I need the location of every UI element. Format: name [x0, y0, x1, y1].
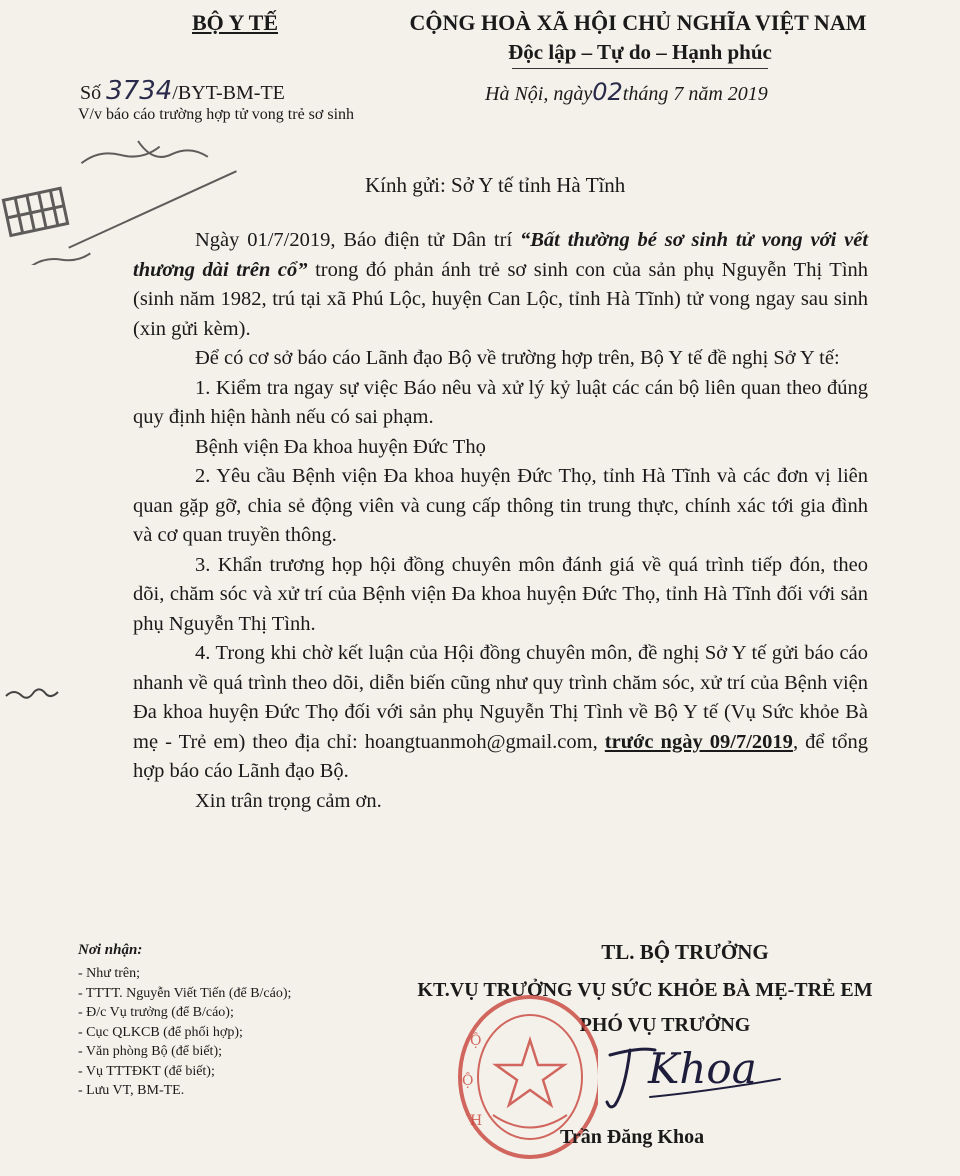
- paragraph-7: [133, 639, 868, 787]
- p1-intro: Ngày 01/7/2019, Báo điện tử Dân trí: [195, 229, 513, 251]
- issuing-organization: BỘ Y TẾ: [192, 10, 278, 35]
- motto-underline: [512, 68, 768, 69]
- doc-number-handwritten: 3734: [106, 76, 173, 106]
- deadline: trước ngày 09/7/2019: [604, 730, 793, 753]
- distribution-item: - Như trên;: [78, 966, 141, 981]
- place-date: [485, 78, 768, 106]
- document-body: [133, 226, 868, 816]
- distribution-item: - Cục QLKCB (để phối hợp);: [78, 1024, 243, 1040]
- doc-number-prefix: Số: [80, 82, 102, 104]
- document-subject: V/v báo cáo trường hợp tử vong trẻ sơ sinh: [78, 106, 355, 123]
- place-prefix: Hà Nội, ngày: [485, 83, 593, 105]
- distribution-item: - Đ/c Vụ trưởng (để B/cáo);: [78, 1005, 234, 1020]
- signature-line-3: PHÓ VỤ TRƯỞNG: [579, 1014, 751, 1036]
- signature-text: Khoa: [648, 1044, 757, 1093]
- paragraph-6: 3. Khẩn trương họp hội đồng chuyên môn đánh giá về quá trình tiếp đón, theo dõi, chăm sóc và xử trí của Bệnh viện Đa khoa huyện Đức Thọ, tỉnh Hà Tĩnh đối với sản phụ Nguyễn Thị Tình.: [133, 553, 868, 635]
- distribution-item: - Lưu VT, BM-TE.: [78, 1083, 185, 1098]
- distribution-item: - Văn phòng Bộ (để biết);: [78, 1044, 222, 1059]
- national-title: CỘNG HOÀ XÃ HỘI CHỦ NGHĨA VIỆT NAM: [409, 10, 867, 35]
- signer-name: Trần Đăng Khoa: [560, 1126, 705, 1148]
- paragraph-1: [133, 226, 868, 344]
- svg-text:Ộ: Ộ: [462, 1073, 474, 1089]
- distribution-item: - TTTT. Nguyễn Viết Tiến (để B/cáo);: [78, 985, 292, 1001]
- document-number: [80, 76, 285, 106]
- margin-mark-icon: [2, 678, 62, 708]
- article-title: “Bất thường bé sơ sinh tử vong với vết thương dài trên cổ”: [133, 229, 869, 281]
- paragraph-5: 2. Yêu cầu Bệnh viện Đa khoa huyện Đức Thọ, tỉnh Hà Tĩnh và các đơn vị liên quan gặp gỡ, chia sẻ động viên và cung cấp thông tin trung thực, chính xác tới gia đình và cơ quan truyền thông.: [133, 465, 868, 546]
- doc-number-suffix: /BYT-BM-TE: [172, 82, 285, 104]
- recipient-line: Kính gửi: Sở Y tế tỉnh Hà Tĩnh: [365, 173, 626, 197]
- signature-line-1: TL. BỘ TRƯỞNG: [601, 940, 769, 964]
- p1-rest: trong đó phản ánh trẻ sơ sinh con của sản phụ Nguyễn Thị Tình (sinh năm 1982, trú tại xã Phú Lộc, huyện Can Lộc, tỉnh Hà Tĩnh) tử vong ngay sau sinh (xin gửi kèm).: [133, 258, 869, 340]
- distribution-item: - Vụ TTTĐKT (để biết);: [78, 1063, 215, 1079]
- distribution-list: [78, 964, 291, 1101]
- national-motto: Độc lập – Tự do – Hạnh phúc: [508, 40, 772, 64]
- paragraph-2: Để có cơ sở báo cáo Lãnh đạo Bộ về trường hợp trên, Bộ Y tế đề nghị Sở Y tế:: [195, 347, 840, 369]
- p7-end: , để tổng hợp báo cáo Lãnh đạo Bộ.: [133, 730, 869, 782]
- day-handwritten: 02: [592, 78, 623, 106]
- svg-text:H: H: [470, 1113, 483, 1129]
- p7-main: 4. Trong khi chờ kết luận của Hội đồng chuyên môn, đề nghị Sở Y tế gửi báo cáo nhanh về quá trình theo dõi, diễn biến cũng như quy trình chăm sóc, xử trí của Bệnh viện Đa khoa huyện Đức Thọ đối với sản phụ Nguyễn Thị Tình về Bộ Y tế (Vụ Sức khỏe Bà mẹ - Trẻ em) theo địa chỉ: hoangtuanmoh@gmail.com,: [133, 642, 868, 753]
- paragraph-4: Bệnh viện Đa khoa huyện Đức Thọ: [195, 435, 486, 458]
- distribution-title: Nơi nhận:: [78, 942, 143, 958]
- signature-line-2: KT.VỤ TRƯỞNG VỤ SỨC KHỎE BÀ MẸ-TRẺ EM: [417, 979, 873, 1001]
- paragraph-3: 1. Kiểm tra ngay sự việc Báo nêu và xử lý kỷ luật các cán bộ liên quan theo đúng quy định hiện hành nếu có sai phạm.: [133, 376, 868, 428]
- place-suffix: tháng 7 năm 2019: [622, 83, 768, 105]
- closing-line: Xin trân trọng cảm ơn.: [195, 789, 382, 812]
- svg-text:Ộ: Ộ: [470, 1033, 482, 1049]
- handwritten-signature-icon: [590, 1025, 790, 1110]
